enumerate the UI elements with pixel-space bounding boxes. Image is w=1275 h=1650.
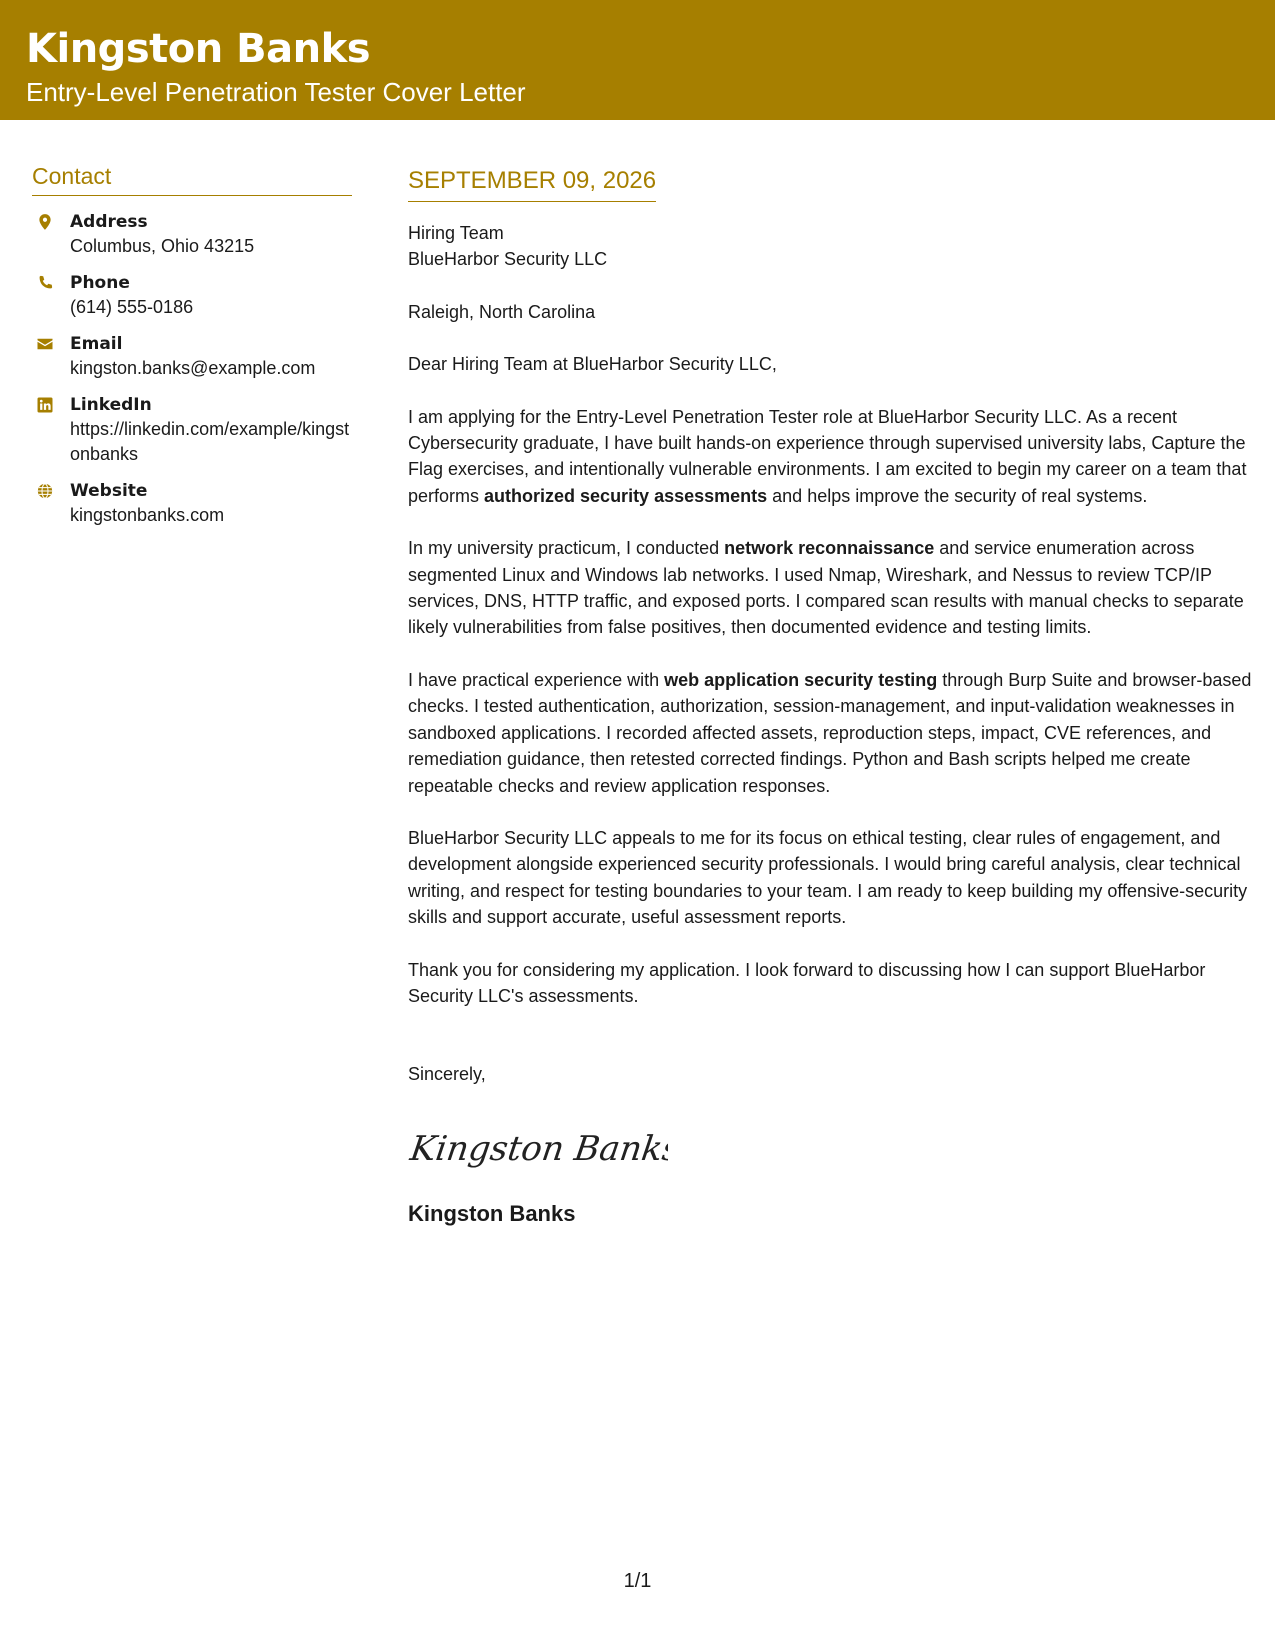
contact-item-email: [32, 332, 352, 381]
contact-item-linkedin: [32, 393, 352, 467]
recipient-location: Raleigh, North Carolina: [408, 301, 596, 322]
phone-icon: [32, 271, 70, 320]
contact-item-address: [32, 210, 352, 259]
paragraph-webapp: I have practical experience with web application security testing through Burp Suite and browser-based checks. I tested authentication, authorization, session-management, and input-validation weaknesses in sandboxed applications. I recorded affected assets, reproduction steps, impact, CVE references, and remediation guidance, then retested corrected findings. Python and Bash scripts helped me create repeatable checks and review application responses.: [408, 669, 1252, 796]
contact-item-website: [32, 479, 352, 528]
contact-label: Website: [70, 481, 148, 501]
highlight-text: authorized security assessments: [484, 485, 768, 506]
linkedin-icon: [32, 393, 70, 467]
paragraph-closing: Thank you for considering my application. I look forward to discussing how I can support BlueHarbor Security LLC's assessments.: [408, 959, 1206, 1006]
page-number: 1/1: [623, 1570, 652, 1592]
recipient-name: Hiring Team: [408, 223, 504, 243]
map-pin-icon: [32, 210, 70, 259]
highlight-text: web application security testing: [664, 669, 938, 690]
recipient-block: [408, 220, 1253, 325]
paragraph-intro: I am applying for the Entry-Level Penetration Tester role at BlueHarbor Security LLC. As a recent Cybersecurity graduate, I have built hands-on experience through supervised university labs, Capture the Flag exercises, and intentionally vulnerable environments. I am excited to begin my career on a team that performs authorized security assessments and helps improve the security of real systems.: [408, 406, 1247, 506]
signature-text: Kingston Banks: [408, 1128, 668, 1169]
recipient-company: BlueHarbor Security LLC: [408, 249, 608, 270]
paragraph-motivation: BlueHarbor Security LLC appeals to me for its focus on ethical testing, clear rules of engagement, and development alongside experienced security professionals. I would bring careful analysis, clear technical writing, and respect for testing boundaries to your team. I am ready to keep building my offensive-security skills and support accurate, useful assessment reports.: [408, 827, 1248, 928]
contact-label: Email: [70, 334, 123, 354]
contact-value[interactable]: https://linkedin.com/example/kingstonbanks: [70, 419, 350, 464]
contact-value: kingston.banks@example.com: [70, 358, 316, 378]
contact-section-title: Contact: [32, 162, 352, 196]
signature-image: [408, 1110, 1253, 1180]
envelope-icon: [32, 332, 70, 381]
contact-value: (614) 555-0186: [70, 297, 194, 317]
contact-item-phone: [32, 271, 352, 320]
contact-label: LinkedIn: [70, 395, 152, 415]
highlight-text: network reconnaissance: [724, 538, 935, 559]
contact-value[interactable]: kingstonbanks.com: [70, 505, 225, 525]
letter-body: [408, 166, 1253, 1228]
paragraph-network: In my university practicum, I conducted network reconnaissance and service enumeration across segmented Linux and Windows lab networks. I used Nmap, Wireshark, and Nessus to review TCP/IP services, DNS, HTTP traffic, and exposed ports. I compared scan results with manual checks to separate likely vulnerabilities from false positives, then documented evidence and testing limits.: [408, 538, 1244, 638]
contact-value: Columbus, Ohio 43215: [70, 236, 255, 256]
signer-name: Kingston Banks: [408, 1200, 576, 1226]
header-banner: [0, 0, 1275, 120]
contact-sidebar: [32, 162, 352, 540]
applicant-name: Kingston Banks: [26, 26, 370, 72]
contact-label: Phone: [70, 273, 130, 293]
contact-list: [32, 210, 352, 528]
closing-phrase: Sincerely,: [408, 1064, 486, 1085]
contact-label: Address: [70, 212, 148, 232]
letter-date: SEPTEMBER 09, 2026: [408, 166, 656, 202]
globe-icon: [32, 479, 70, 528]
document-subtitle: Entry-Level Penetration Tester Cover Letter: [26, 77, 526, 107]
salutation: Dear Hiring Team at BlueHarbor Security LLC,: [408, 354, 777, 375]
